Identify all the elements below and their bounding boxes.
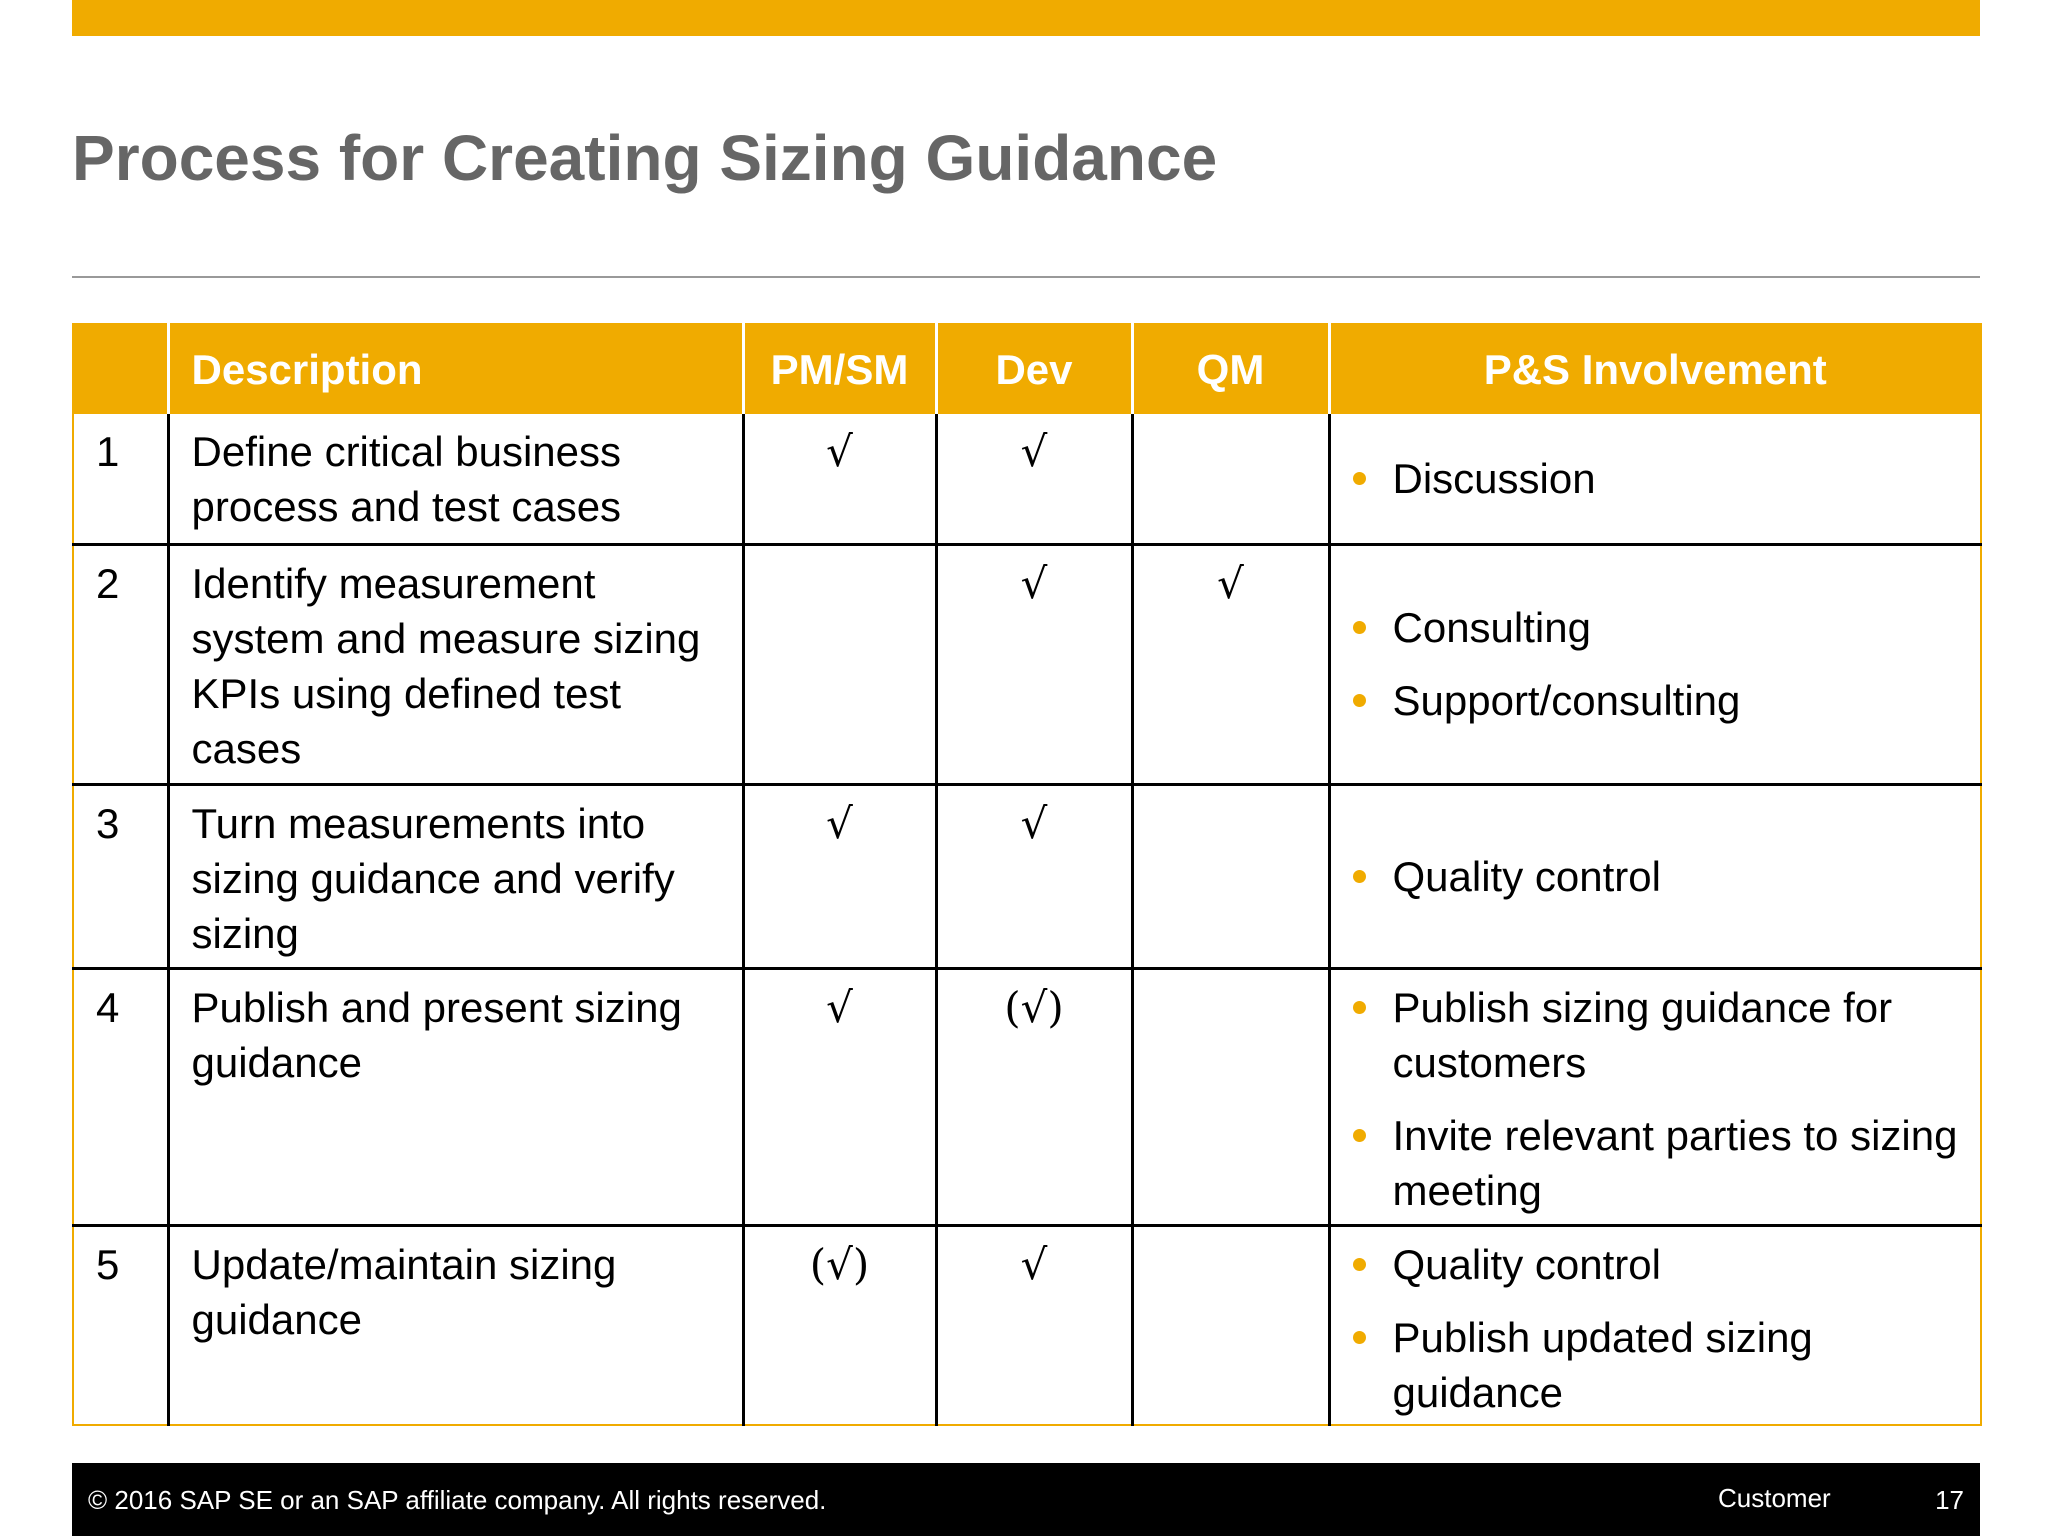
row-dev-mark: (√) bbox=[936, 968, 1132, 1225]
sizing-process-table bbox=[72, 323, 1982, 1426]
involvement-item bbox=[1353, 600, 1971, 655]
involvement-item bbox=[1353, 1310, 1971, 1420]
table-row bbox=[73, 968, 1981, 1225]
row-number: 2 bbox=[73, 544, 168, 784]
row-involvement bbox=[1329, 784, 1981, 968]
header-qm: QM bbox=[1132, 324, 1329, 414]
row-dev-mark: √ bbox=[936, 414, 1132, 544]
bullet-dot-icon bbox=[1353, 1001, 1366, 1014]
row-dev-mark: √ bbox=[936, 1225, 1132, 1425]
row-description: Define critical business process and test cases bbox=[168, 414, 743, 544]
involvement-text: Publish updated sizing guidance bbox=[1392, 1313, 1813, 1416]
row-involvement bbox=[1329, 544, 1981, 784]
footer-bar bbox=[72, 1463, 1980, 1536]
involvement-item bbox=[1353, 673, 1971, 728]
row-number: 4 bbox=[73, 968, 168, 1225]
row-qm-mark bbox=[1132, 414, 1329, 544]
involvement-item bbox=[1353, 451, 1971, 506]
row-description: Publish and present sizing guidance bbox=[168, 968, 743, 1225]
table-header bbox=[73, 324, 1981, 414]
row-pm-sm-mark: √ bbox=[743, 968, 936, 1225]
classification-label: Customer bbox=[1718, 1483, 1831, 1513]
involvement-item bbox=[1353, 1237, 1971, 1292]
row-pm-sm-mark: √ bbox=[743, 784, 936, 968]
top-accent-bar bbox=[72, 0, 1980, 36]
involvement-item bbox=[1353, 1108, 1971, 1218]
table-body bbox=[73, 414, 1981, 1425]
row-number: 3 bbox=[73, 784, 168, 968]
bullet-dot-icon bbox=[1353, 1258, 1366, 1271]
row-description: Identify measurement system and measure sizing KPIs using defined test cases bbox=[168, 544, 743, 784]
row-number: 1 bbox=[96, 428, 120, 475]
involvement-text: Quality control bbox=[1392, 852, 1661, 900]
table-row bbox=[73, 784, 1981, 968]
involvement-list bbox=[1353, 980, 1971, 1218]
involvement-item bbox=[1353, 849, 1971, 904]
header-number bbox=[73, 324, 168, 414]
row-pm-sm-mark: √ bbox=[743, 414, 936, 544]
involvement-list bbox=[1353, 600, 1971, 728]
row-qm-mark: √ bbox=[1132, 544, 1329, 784]
copyright-text: © 2016 SAP SE or an SAP affiliate company. All rights reserved. bbox=[88, 1485, 827, 1515]
row-qm-mark bbox=[1132, 1225, 1329, 1425]
title-divider bbox=[72, 276, 1980, 278]
bullet-dot-icon bbox=[1353, 621, 1366, 634]
involvement-list bbox=[1353, 451, 1971, 506]
row-description: Turn measurements into sizing guidance and verify sizing bbox=[168, 784, 743, 968]
header-involvement: P&S Involvement bbox=[1329, 324, 1981, 414]
header-pm-sm: PM/SM bbox=[743, 324, 936, 414]
row-qm-mark bbox=[1132, 968, 1329, 1225]
table-row bbox=[73, 414, 1981, 544]
page-number: 17 bbox=[1935, 1485, 1964, 1515]
bullet-dot-icon bbox=[1353, 472, 1366, 485]
involvement-text: Invite relevant parties to sizing meeting bbox=[1392, 1111, 1958, 1214]
row-pm-sm-mark: (√) bbox=[743, 1225, 936, 1425]
header-row bbox=[73, 324, 1981, 414]
table-row bbox=[73, 1225, 1981, 1425]
row-description: Update/maintain sizing guidance bbox=[168, 1225, 743, 1425]
bullet-dot-icon bbox=[1353, 870, 1366, 883]
involvement-list bbox=[1353, 849, 1971, 904]
table-row bbox=[73, 544, 1981, 784]
header-description: Description bbox=[168, 324, 743, 414]
row-dev-mark: √ bbox=[936, 784, 1132, 968]
row-involvement bbox=[1329, 1225, 1981, 1425]
row-involvement bbox=[1329, 414, 1981, 544]
row-qm-mark bbox=[1132, 784, 1329, 968]
involvement-text: Publish sizing guidance for customers bbox=[1392, 983, 1893, 1086]
header-dev: Dev bbox=[936, 324, 1132, 414]
row-number: 5 bbox=[73, 1225, 168, 1425]
bullet-dot-icon bbox=[1353, 1129, 1366, 1142]
involvement-list bbox=[1353, 1237, 1971, 1420]
involvement-text: Discussion bbox=[1392, 454, 1596, 502]
involvement-text: Quality control bbox=[1392, 1240, 1661, 1288]
bullet-dot-icon bbox=[1353, 694, 1366, 707]
slide-title: Process for Creating Sizing Guidance bbox=[72, 122, 1218, 194]
involvement-text: Support/consulting bbox=[1392, 677, 1741, 724]
row-pm-sm-mark bbox=[743, 544, 936, 784]
row-involvement bbox=[1329, 968, 1981, 1225]
row-dev-mark: √ bbox=[936, 544, 1132, 784]
bullet-dot-icon bbox=[1353, 1331, 1366, 1344]
involvement-text: Consulting bbox=[1392, 604, 1591, 651]
involvement-item bbox=[1353, 980, 1971, 1090]
